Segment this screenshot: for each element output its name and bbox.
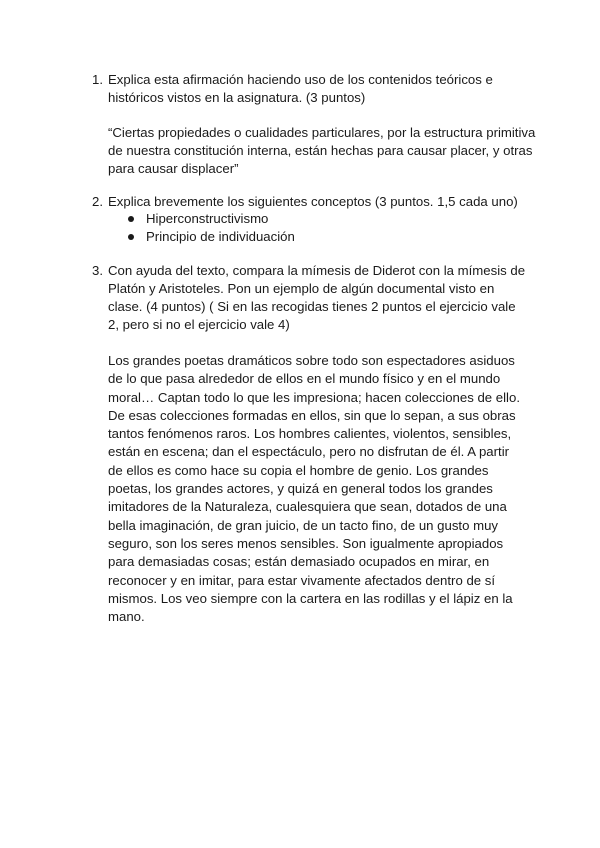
question-3-number: 3. bbox=[92, 263, 103, 278]
bullet-icon bbox=[128, 234, 134, 240]
concept-label: Hiperconstructivismo bbox=[146, 211, 269, 226]
question-1-text: Explica esta afirmación haciendo uso de los contenidos teóricos e históricos vistos en la asignatura. (3 puntos) bbox=[108, 72, 493, 105]
question-1-number: 1. bbox=[92, 72, 103, 87]
concept-label: Principio de individuación bbox=[146, 229, 295, 244]
question-3-passage: Los grandes poetas dramáticos sobre todo son espectadores asiduos de lo que pasa alrededor de ellos en el mundo físico y en el mundo moral… Captan todo lo que les impresiona; hacen colecciones de ello. De esas colecciones formadas en ellos, sin que lo sepan, a sus obras tantos fenómenos raros. Los hombres calientes, violentos, sensibles, están en escena; dan el espectáculo, pero no disfrutan de él. A partir de ellos es como hace su copia el hombre de genio. Los grandes poetas, los grandes actores, y quizá en general todos los grandes imitadores de la Naturaleza, cualesquiera que sean, dotados de una bella imaginación, de gran juicio, de un tacto fino, de un gusto muy seguro, son los seres menos sensibles. Son igualmente apropiados para demasiadas cosas; están demasiado ocupados en mirar, en reconocer y en imitar, para estar vivamente afectados dentro de sí mismos. Los veo siempre con la cartera en las rodillas y el lápiz en la mano. bbox=[108, 353, 520, 625]
question-3-text: Con ayuda del texto, compara la mímesis de Diderot con la mímesis de Platón y Aristoteles. Pon un ejemplo de algún documental visto en clase. (4 puntos) ( Si en las recogidas tienes 2 puntos el ejercicio vale 2, pero si no el ejercicio vale 4) bbox=[108, 263, 526, 332]
question-2-number: 2. bbox=[92, 194, 103, 209]
question-2-text: Explica brevemente los siguientes conceptos (3 puntos. 1,5 cada uno) bbox=[108, 194, 518, 209]
question-2-concept-list bbox=[108, 210, 508, 246]
question-1-quote: “Ciertas propiedades o cualidades particulares, por la estructura primitiva de nuestra constitución interna, están hechas para causar placer, y otras para causar displacer” bbox=[108, 125, 536, 176]
bullet-icon bbox=[128, 216, 134, 222]
concept-item bbox=[108, 210, 508, 228]
concept-item bbox=[108, 228, 508, 246]
